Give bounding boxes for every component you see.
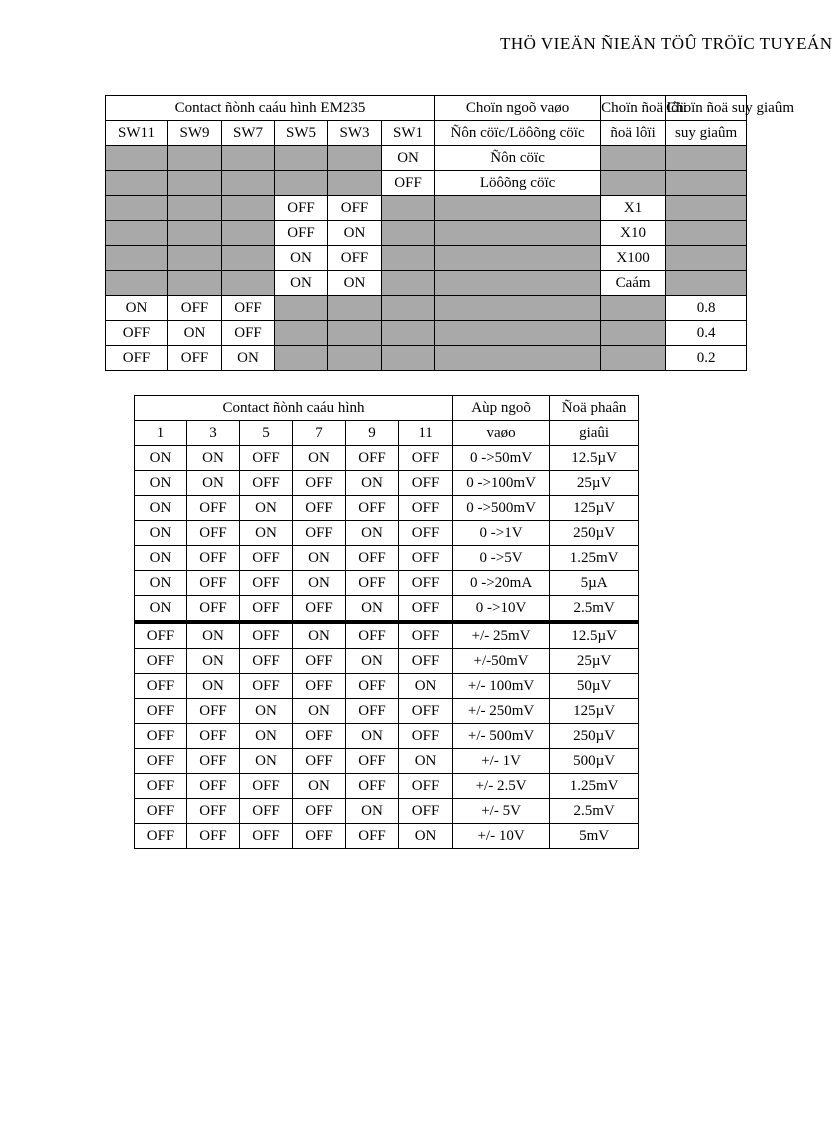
table-cell: OFF [135, 774, 187, 799]
table-cell: ON [135, 571, 187, 596]
table-cell [666, 171, 747, 196]
table-cell: OFF [399, 649, 453, 674]
table-row [135, 521, 639, 546]
table-cell: ON [187, 471, 240, 496]
table-cell [168, 171, 222, 196]
table-cell [168, 146, 222, 171]
table-cell: ON [135, 446, 187, 471]
table-cell [168, 271, 222, 296]
table-cell: 0 ->5V [453, 546, 550, 571]
table-row [135, 471, 639, 496]
table-cell: OFF [187, 799, 240, 824]
table-cell [106, 221, 168, 246]
table-cell: ON [346, 649, 399, 674]
table-cell: ON [240, 749, 293, 774]
table-row [135, 724, 639, 749]
table2-header-row [135, 396, 639, 421]
table-cell: 1.25mV [550, 546, 639, 571]
table-cell [435, 221, 601, 246]
table-cell: ON [135, 546, 187, 571]
table-row [106, 321, 747, 346]
table-cell: OFF [135, 824, 187, 849]
table-cell: ON [187, 649, 240, 674]
table-cell: OFF [399, 622, 453, 649]
table-row [135, 799, 639, 824]
table-cell [106, 246, 168, 271]
table-cell: ON [135, 521, 187, 546]
table-row [135, 496, 639, 521]
table-cell: OFF [187, 774, 240, 799]
table-cell: ON [293, 774, 346, 799]
table-cell: 2.5mV [550, 799, 639, 824]
table-cell: OFF [346, 674, 399, 699]
table-cell: OFF [399, 799, 453, 824]
table-cell: 12.5µV [550, 446, 639, 471]
table-cell [435, 296, 601, 321]
table-cell: OFF [135, 799, 187, 824]
table-cell [168, 246, 222, 271]
table-cell: OFF [168, 296, 222, 321]
table-cell: ON [240, 496, 293, 521]
table-cell: OFF [346, 546, 399, 571]
table-cell: 0 ->50mV [453, 446, 550, 471]
table-cell: OFF [399, 596, 453, 623]
switch-header: 1 [135, 421, 187, 446]
table-cell: OFF [240, 649, 293, 674]
table-cell [275, 346, 328, 371]
switch-header: 9 [346, 421, 399, 446]
table-cell: OFF [275, 221, 328, 246]
switch-header: SW11 [106, 121, 168, 146]
table-cell: OFF [399, 774, 453, 799]
table-cell: OFF [240, 546, 293, 571]
table1-atten-header: Choïn ñoä suy giaûm [666, 96, 747, 121]
table-row [135, 774, 639, 799]
table-cell: ON [187, 674, 240, 699]
table-cell [435, 321, 601, 346]
table-cell: OFF [106, 321, 168, 346]
table-cell: +/- 500mV [453, 724, 550, 749]
table-cell: ON [187, 622, 240, 649]
table-cell: OFF [240, 571, 293, 596]
table-cell: OFF [293, 496, 346, 521]
table-cell: ON [187, 446, 240, 471]
switch-header: SW9 [168, 121, 222, 146]
table1-subheader-row [106, 121, 747, 146]
switch-header: SW1 [382, 121, 435, 146]
table-row [106, 171, 747, 196]
table-cell: OFF [293, 824, 346, 849]
resolution-subheader: giaûi [550, 421, 639, 446]
table-cell: OFF [240, 596, 293, 623]
table-cell: 50µV [550, 674, 639, 699]
table-cell: 0.2 [666, 346, 747, 371]
table-cell [275, 146, 328, 171]
table-cell: X100 [601, 246, 666, 271]
table-cell [168, 221, 222, 246]
table1-group-header: Contact ñònh caáu hình EM235 [106, 96, 435, 121]
gain-subheader: ñoä lôïi [601, 121, 666, 146]
table-cell [666, 246, 747, 271]
table-cell [106, 196, 168, 221]
table-row [106, 221, 747, 246]
table-cell: 5µA [550, 571, 639, 596]
table-cell: 2.5mV [550, 596, 639, 623]
table-cell: 1.25mV [550, 774, 639, 799]
switch-header: 7 [293, 421, 346, 446]
table-cell: OFF [187, 749, 240, 774]
table-row [106, 271, 747, 296]
table-row [135, 699, 639, 724]
table1-gain-header: Choïn ñoä lôïi [601, 96, 666, 121]
table-cell: OFF [346, 774, 399, 799]
table-cell: 0 ->500mV [453, 496, 550, 521]
table-cell: ON [293, 699, 346, 724]
table-row [106, 296, 747, 321]
table-cell: ON [346, 799, 399, 824]
table-cell [106, 171, 168, 196]
table-cell: OFF [346, 699, 399, 724]
table-cell: OFF [293, 799, 346, 824]
table-cell: OFF [293, 674, 346, 699]
table-cell: OFF [399, 471, 453, 496]
table-cell: X1 [601, 196, 666, 221]
table-cell: +/-50mV [453, 649, 550, 674]
table-cell: ON [346, 521, 399, 546]
table-cell: ON [399, 749, 453, 774]
table-cell: ON [106, 296, 168, 321]
table-cell: OFF [346, 824, 399, 849]
table-cell [222, 221, 275, 246]
table-cell: +/- 10V [453, 824, 550, 849]
table-cell: OFF [240, 824, 293, 849]
table-cell: OFF [187, 699, 240, 724]
table-cell: 125µV [550, 496, 639, 521]
table-cell: ON [275, 271, 328, 296]
atten-subheader: suy giaûm [666, 121, 747, 146]
table-cell: ON [346, 596, 399, 623]
table-cell: OFF [135, 674, 187, 699]
table-cell [601, 171, 666, 196]
table-cell: OFF [222, 296, 275, 321]
table-cell: OFF [187, 546, 240, 571]
table-cell: 25µV [550, 471, 639, 496]
table-cell: ON [222, 346, 275, 371]
table-row [106, 146, 747, 171]
table-cell: +/- 2.5V [453, 774, 550, 799]
table-cell: ON [293, 622, 346, 649]
table-cell: 0.4 [666, 321, 747, 346]
range-subheader: vaøo [453, 421, 550, 446]
table-cell: ON [135, 596, 187, 623]
table-cell: OFF [399, 546, 453, 571]
table-cell: 5mV [550, 824, 639, 849]
switch-header: 3 [187, 421, 240, 446]
table-cell: OFF [293, 749, 346, 774]
table-cell: ON [240, 521, 293, 546]
table-cell: 0.8 [666, 296, 747, 321]
table-cell: OFF [168, 346, 222, 371]
table-cell: OFF [346, 446, 399, 471]
table-cell [328, 321, 382, 346]
table-cell: OFF [399, 699, 453, 724]
table-cell: OFF [293, 596, 346, 623]
table-cell: OFF [135, 649, 187, 674]
table-cell [222, 171, 275, 196]
table-row [135, 674, 639, 699]
table-cell: OFF [240, 622, 293, 649]
table-cell [168, 196, 222, 221]
table-cell [275, 321, 328, 346]
table-cell: ON [293, 546, 346, 571]
table-cell: 0 ->10V [453, 596, 550, 623]
table-row [135, 571, 639, 596]
table-cell: ON [293, 571, 346, 596]
table-cell: OFF [399, 724, 453, 749]
switch-header: SW5 [275, 121, 328, 146]
table-cell: +/- 5V [453, 799, 550, 824]
table-cell: ON [328, 271, 382, 296]
table-cell: OFF [346, 749, 399, 774]
table-cell [106, 146, 168, 171]
table-row [135, 622, 639, 649]
table-cell [382, 196, 435, 221]
table-cell [666, 196, 747, 221]
table-row [135, 596, 639, 623]
table-cell: ON [328, 221, 382, 246]
table-cell [382, 346, 435, 371]
table-cell: +/- 1V [453, 749, 550, 774]
table-cell [106, 271, 168, 296]
table-cell: ON [168, 321, 222, 346]
table-cell: OFF [328, 196, 382, 221]
table-cell [382, 271, 435, 296]
table-cell: OFF [135, 724, 187, 749]
table-cell [435, 346, 601, 371]
table-cell: Löôõng cöïc [435, 171, 601, 196]
table-cell [222, 246, 275, 271]
table-cell [328, 346, 382, 371]
table-cell: OFF [187, 824, 240, 849]
table-cell: OFF [275, 196, 328, 221]
resolution-header: Ñoä phaân [550, 396, 639, 421]
table2-group-header: Contact ñònh caáu hình [135, 396, 453, 421]
table1-input-select-header: Choïn ngoõ vaøo [435, 96, 601, 121]
switch-header: SW7 [222, 121, 275, 146]
table-cell [382, 221, 435, 246]
table-cell: 0 ->1V [453, 521, 550, 546]
table-cell [382, 246, 435, 271]
page-header: THÖ VIEÄN ÑIEÄN TÖÛ TRÖÏC TUYEÁN [500, 34, 833, 53]
table-cell [275, 296, 328, 321]
table-cell: ON [240, 699, 293, 724]
table-cell [328, 296, 382, 321]
table-cell: OFF [222, 321, 275, 346]
table-cell [601, 321, 666, 346]
table-cell: Caám [601, 271, 666, 296]
table-cell: OFF [346, 571, 399, 596]
table-cell: OFF [187, 496, 240, 521]
table-cell: OFF [240, 774, 293, 799]
table-cell: OFF [240, 446, 293, 471]
table-cell: +/- 250mV [453, 699, 550, 724]
table-cell: +/- 25mV [453, 622, 550, 649]
table-cell: 250µV [550, 724, 639, 749]
table-cell: ON [135, 496, 187, 521]
table-cell: 125µV [550, 699, 639, 724]
table-cell [222, 271, 275, 296]
table-cell: OFF [346, 622, 399, 649]
table-cell: +/- 100mV [453, 674, 550, 699]
table-cell: ON [399, 674, 453, 699]
table-cell: OFF [399, 571, 453, 596]
switch-header: 5 [240, 421, 293, 446]
table-cell: OFF [240, 471, 293, 496]
table-row [135, 546, 639, 571]
table-cell [435, 271, 601, 296]
table-cell: OFF [135, 622, 187, 649]
table-cell: OFF [293, 724, 346, 749]
table-cell: X10 [601, 221, 666, 246]
table-cell: OFF [187, 596, 240, 623]
table-row [135, 749, 639, 774]
table-cell: OFF [240, 799, 293, 824]
table-row [106, 346, 747, 371]
switch-header: 11 [399, 421, 453, 446]
table-cell: ON [275, 246, 328, 271]
table-cell: OFF [135, 749, 187, 774]
table-cell: OFF [187, 571, 240, 596]
table-cell: OFF [187, 521, 240, 546]
switch-header: SW3 [328, 121, 382, 146]
table-cell: ON [382, 146, 435, 171]
table-cell: OFF [328, 246, 382, 271]
table-cell: 25µV [550, 649, 639, 674]
table-cell: ON [399, 824, 453, 849]
table-cell: 0 ->20mA [453, 571, 550, 596]
input-type-header: Ñôn cöïc/Löôõng cöïc [435, 121, 601, 146]
table-cell: OFF [293, 649, 346, 674]
table-cell [435, 246, 601, 271]
table-cell: OFF [346, 496, 399, 521]
table-cell [275, 171, 328, 196]
table-cell [601, 346, 666, 371]
table-cell [666, 146, 747, 171]
em235-config-table [105, 95, 794, 371]
table-cell: OFF [399, 446, 453, 471]
table-cell: 250µV [550, 521, 639, 546]
table-cell: OFF [240, 674, 293, 699]
table-cell [601, 146, 666, 171]
table-row [106, 196, 747, 221]
table-cell: ON [346, 724, 399, 749]
table-cell: OFF [399, 496, 453, 521]
table-row [135, 649, 639, 674]
table-cell: ON [135, 471, 187, 496]
table-cell: OFF [399, 521, 453, 546]
range-header: Aùp ngoõ [453, 396, 550, 421]
table-cell [222, 146, 275, 171]
table-row [106, 246, 747, 271]
table-cell [601, 296, 666, 321]
table-cell: OFF [106, 346, 168, 371]
table-cell: Ñôn cöïc [435, 146, 601, 171]
table-cell [382, 296, 435, 321]
table-cell: 0 ->100mV [453, 471, 550, 496]
input-range-table [134, 395, 639, 849]
table-cell [435, 196, 601, 221]
table-cell [328, 171, 382, 196]
table-cell: OFF [293, 471, 346, 496]
table-cell: 500µV [550, 749, 639, 774]
table-row [135, 446, 639, 471]
table2-subheader-row [135, 421, 639, 446]
table1-header-row [106, 96, 747, 121]
table-cell [666, 271, 747, 296]
table-row [135, 824, 639, 849]
table-cell [222, 196, 275, 221]
table-cell: OFF [293, 521, 346, 546]
table-cell: ON [240, 724, 293, 749]
table-cell: OFF [135, 699, 187, 724]
table-cell: OFF [382, 171, 435, 196]
table-cell [328, 146, 382, 171]
table-cell [666, 221, 747, 246]
table-cell [382, 321, 435, 346]
table-cell: 12.5µV [550, 622, 639, 649]
table-cell: ON [346, 471, 399, 496]
table-cell: ON [293, 446, 346, 471]
table-cell: OFF [187, 724, 240, 749]
